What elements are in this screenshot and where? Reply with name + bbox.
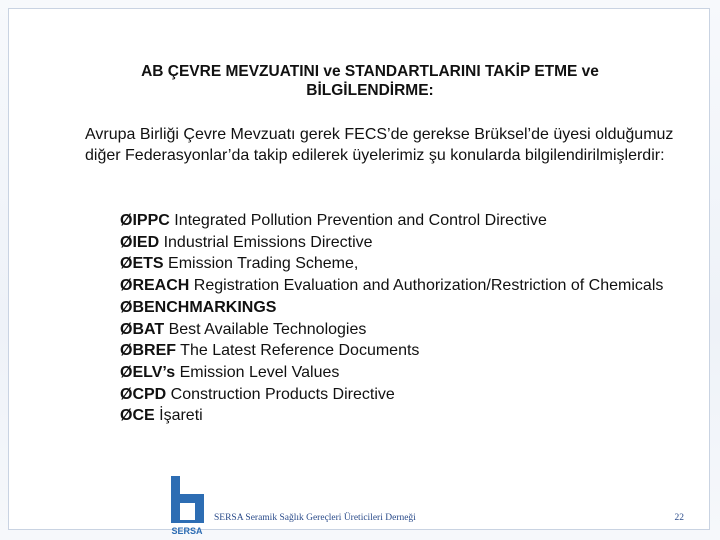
arrow-bullet-icon: Ø [120, 212, 133, 229]
list-item [120, 319, 680, 341]
arrow-bullet-icon: Ø [120, 342, 133, 360]
item-abbr: IPPC [132, 212, 170, 229]
list-item [120, 405, 680, 427]
item-abbr: CE [132, 407, 155, 425]
item-text: Registration Evaluation and Authorization/Restriction of Chemicals [189, 277, 664, 295]
list-item [120, 297, 680, 319]
arrow-bullet-icon: Ø [120, 298, 133, 316]
arrow-bullet-icon: Ø [120, 385, 133, 403]
item-text: Emission Level Values [175, 363, 340, 381]
item-abbr: IED [132, 233, 160, 251]
sersa-logo [166, 472, 212, 538]
item-text: Industrial Emissions Directive [159, 233, 373, 251]
footer-text: SERSA Seramik Sağlık Gereçleri Üreticileri Derneği [214, 513, 416, 523]
arrow-bullet-icon: Ø [120, 407, 133, 425]
list-item [120, 232, 680, 254]
logo-text: SERSA [171, 526, 203, 536]
item-text: İşareti [154, 407, 203, 425]
item-abbr: REACH [132, 277, 190, 295]
arrow-bullet-icon: Ø [120, 233, 133, 251]
list-item [120, 384, 680, 406]
item-abbr: BREF [132, 342, 177, 360]
list-item [120, 210, 680, 232]
item-abbr: CPD [132, 385, 167, 403]
arrow-bullet-icon: Ø [120, 363, 133, 381]
page-number: 22 [674, 513, 684, 523]
arrow-bullet-icon: Ø [120, 277, 133, 295]
intro-paragraph: Avrupa Birliği Çevre Mevzuatı gerek FECS’de gerekse Brüksel’de üyesi olduğumuz diğer Federasyonlar’da takip edilerek üyelerimiz şu konularda bilgilendirilmişlerdir: [85, 126, 674, 164]
item-text: Emission Trading Scheme, [163, 255, 359, 273]
list-item [120, 362, 680, 384]
slide-title: AB ÇEVRE MEVZUATINI ve STANDARTLARINI TAKİP ETME ve BİLGİLENDİRME: [141, 63, 599, 99]
list-item [120, 275, 680, 297]
list-item [120, 253, 680, 275]
arrow-bullet-icon: Ø [120, 255, 133, 273]
item-text: Construction Products Directive [166, 385, 395, 403]
item-abbr: BAT [132, 320, 165, 338]
directive-list [120, 210, 680, 427]
arrow-bullet-icon: Ø [120, 320, 133, 338]
item-text: The Latest Reference Documents [176, 342, 420, 360]
item-text: Best Available Technologies [164, 320, 367, 338]
item-abbr: ETS [132, 255, 164, 273]
list-item [120, 340, 680, 362]
item-text: Integrated Pollution Prevention and Control Directive [169, 212, 547, 229]
item-abbr: ELV’s [132, 363, 176, 381]
item-abbr: BENCHMARKINGS [132, 298, 277, 316]
